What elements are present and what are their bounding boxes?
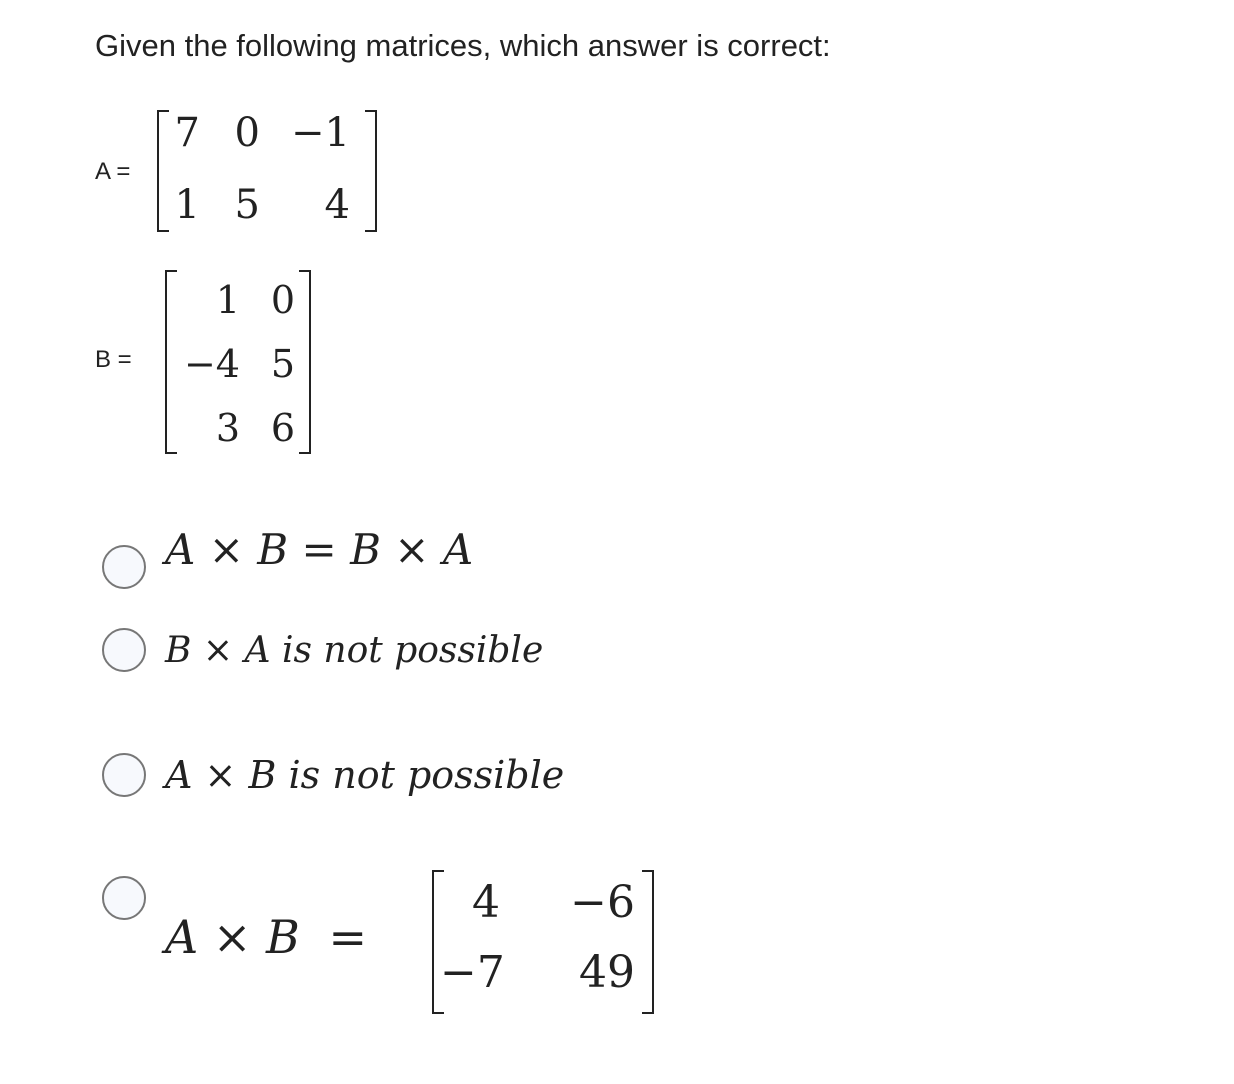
matrix-cell: 49 [579,947,635,998]
left-bracket [157,110,169,232]
math-var: B [257,525,289,574]
matrix-cell: 5 [270,342,295,386]
matrix-cell: −7 [440,947,505,998]
matrix-cell: −1 [291,110,350,156]
math-op: × [208,525,244,574]
math-var: B [165,630,192,671]
matrix-cell: 4 [324,182,350,228]
matrix-cell: 6 [270,406,295,450]
math-op: × [394,525,430,574]
matrix-cell: 1 [174,182,200,228]
option-4-radio[interactable] [102,876,146,920]
math-var: A [165,525,196,574]
option-1-radio[interactable] [102,545,146,589]
math-op: = [301,525,337,574]
matrix-cell: −6 [570,877,635,928]
math-var: A [244,630,271,671]
matrix-b-label: B = [95,346,132,373]
math-op: × [204,753,237,797]
right-bracket [365,110,377,232]
math-text: is not possible [282,630,544,671]
question-text: Given the following matrices, which answer is correct: [95,28,831,63]
math-var: A [442,525,474,574]
matrix-cell: 1 [215,278,240,322]
option-2-radio[interactable] [102,628,146,672]
matrix-cell: 0 [234,110,260,156]
matrix-cell: 0 [270,278,295,322]
matrix-cell: 5 [234,182,260,228]
math-op: × [212,910,252,964]
matrix-cell: 3 [215,406,240,450]
option-1-label[interactable] [165,525,473,574]
math-op: = [328,910,368,964]
option-4-label[interactable] [165,910,367,964]
math-text: is not possible [288,753,565,797]
math-var: B [248,753,277,797]
option-3-label[interactable] [165,753,564,797]
math-op: × [202,630,234,671]
math-var: A [165,910,199,964]
math-var: A [165,753,193,797]
matrix-cell: 7 [174,110,200,156]
matrix-a-label: A = [95,158,131,185]
matrix-cell: −4 [183,342,240,386]
math-var: B [350,525,381,574]
matrix-cell: 4 [472,877,500,928]
option-2-label[interactable] [165,630,543,671]
right-bracket [642,870,654,1014]
right-bracket [299,270,311,454]
math-var: B [266,910,300,964]
option-3-radio[interactable] [102,753,146,797]
